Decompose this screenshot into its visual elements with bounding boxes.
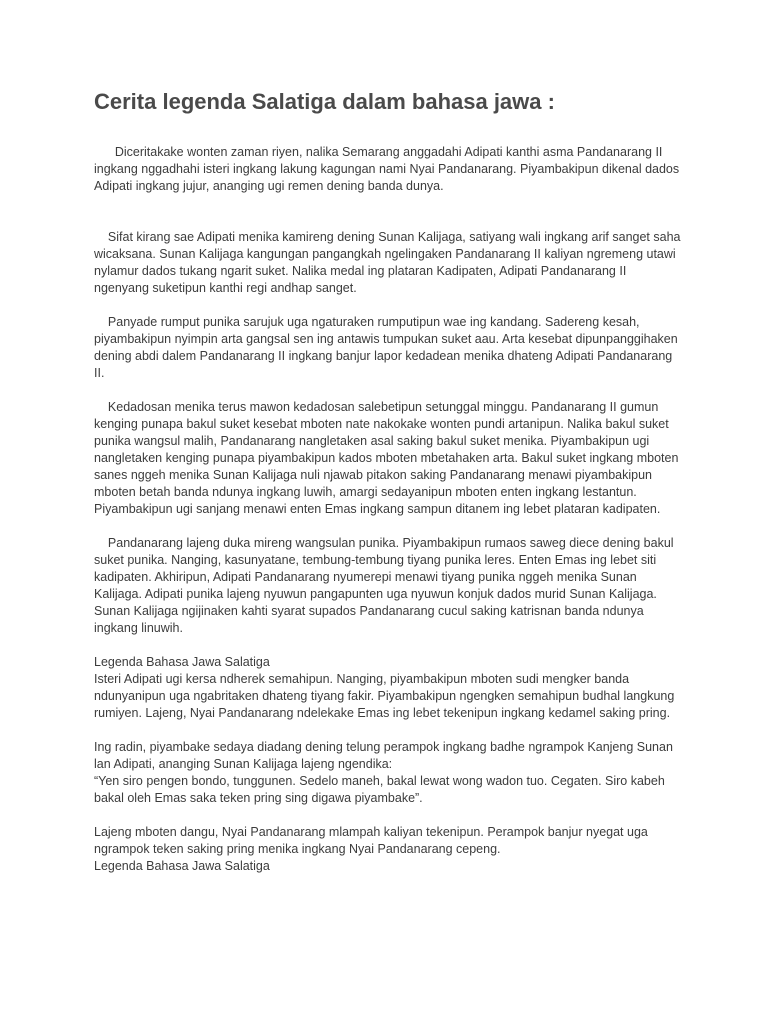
paragraph-ing-radin: Ing radin, piyambake sedaya diadang dening telung perampok ingkang badhe ngrampok Kanjeng Sunan lan Adipati, ananging Sunan Kalijaga lajeng ngendika: [94, 740, 677, 771]
document-page [94, 88, 684, 875]
section-lajeng [94, 824, 684, 875]
paragraph-kedadosan: Kedadosan menika terus mawon kedadosan salebetipun setunggal minggu. Pandanarang II gumun kenging punapa bakul suket kesebat mboten nate nakokake wonten pundi artanipun. Nalika bakul suket punika wangsul malih, Pandanarang nangletaken asal saking bakul suket menika. Piyambakipun ugi nangletaken kenging punapa piyambakipun kados mboten mbetahaken arta. Bakul suket ingkang mboten sanes nggeh menika Sunan Kalijaga nuli njawab pitakon saking Pandanarang menawi piyambakipun mboten betah banda ndunya ingkang luwih, amargi sedayanipun mboten enten ingkang lestantun. Piyambakipun ugi sanjang menawi enten Emas ingkang sampun ditanem ing lebet plataran kadipaten. [94, 400, 682, 516]
paragraph-sifat: Sifat kirang sae Adipati menika kamireng dening Sunan Kalijaga, satiyang wali ingkang arif sanget saha wicaksana. Sunan Kalijaga kangungan pangangkah ngelingaken Pandanarang II kaliyan ngremeng utawi nylamur dados tukang ngarit suket. Nalika medal ing plataran Kadipaten, Adipati Pandanarang II ngenyang suketipun kanthi regi andhap sanget. [94, 230, 684, 295]
document-title: Cerita legenda Salatiga dalam bahasa jawa : [94, 89, 555, 114]
section-legenda [94, 654, 684, 722]
section-ing-radin [94, 739, 684, 807]
quote-sunan-kalijaga: “Yen siro pengen bondo, tunggunen. Sedelo maneh, bakal lewat wong wadon tuo. Cegaten. Siro kabeh bakal oleh Emas saka teken pring sing digawa piyambake”. [94, 774, 669, 805]
footer-heading: Legenda Bahasa Jawa Salatiga [94, 859, 270, 873]
section-heading: Legenda Bahasa Jawa Salatiga [94, 655, 270, 669]
paragraph-intro: Diceritakake wonten zaman riyen, nalika Semarang anggadahi Adipati kanthi asma Pandanarang II ingkang nggadhahi isteri ingkang lakung kagungan nami Nyai Pandanarang. Piyambakipun dikenal dados Adipati ingkang jujur, ananging ugi remen dening banda dunya. [94, 145, 682, 193]
paragraph-pandanarang: Pandanarang lajeng duka mireng wangsulan punika. Piyambakipun rumaos saweg diece dening bakul suket punika. Nanging, kasunyatane, tembung-tembung tiyang punika leres. Enten Emas ing lebet siti kadipaten. Akhiripun, Adipati Pandanarang nyumerepi menawi tiyang punika nggeh menika Sunan Kalijaga. Adipati punika lajeng nyuwun pangapunten uga nyuwun konjuk dados murid Sunan Kalijaga. Sunan Kalijaga ngijinaken kahti syarat supados Pandanarang cucul saking katrisnan banda ndunya ingkang linuwih. [94, 536, 678, 635]
paragraph-panyade: Panyade rumput punika sarujuk uga ngaturaken rumputipun wae ing kandang. Sadereng kesah, piyambakipun nyimpin arta gangsal sen ing antawis tumpukan suket aau. Arta kesebat dipunpanggihaken dening abdi dalem Pandanarang II ingkang banjur lapor kedadean menika dhateng Adipati Pandanarang II. [94, 315, 682, 380]
paragraph-lajeng: Lajeng mboten dangu, Nyai Pandanarang mlampah kaliyan tekenipun. Perampok banjur nyegat uga ngrampok teken saking pring menika ingkang Nyai Pandanarang cepeng. [94, 825, 652, 856]
paragraph-isteri: Isteri Adipati ugi kersa ndherek semahipun. Nanging, piyambakipun mboten sudi mengker banda ndunyanipun uga ngabritaken dhateng tiyang fakir. Piyambakipun ngengken semahipun budhal langkung rumiyen. Lajeng, Nyai Pandanarang ndelekake Emas ing lebet tekenipun ingkang kedamel saking pring. [94, 672, 678, 720]
